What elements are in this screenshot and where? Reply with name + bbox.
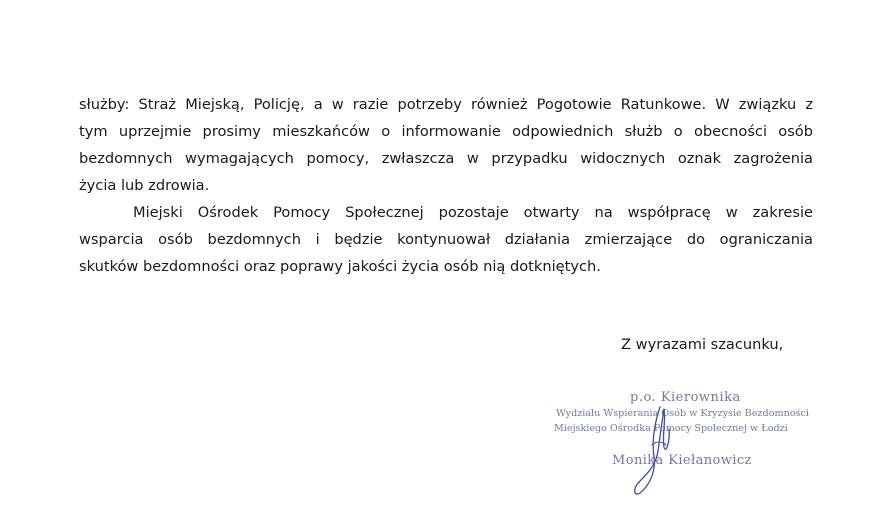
paragraph-line: służby: Straż Miejską, Policję, a w razie potrzeby również Pogotowie Ratunkowe. W związku z [79, 96, 813, 113]
paragraph-cooperation [79, 199, 813, 280]
stamp-department-line: Miejskiego Ośrodka Pomocy Społecznej w Łodzi [554, 423, 788, 434]
paragraph-line: skutków bezdomności oraz poprawy jakości życia osób nią dotkniętych. [79, 258, 601, 275]
paragraph-services [79, 91, 813, 199]
official-stamp [548, 385, 818, 495]
handwritten-signature-icon [548, 385, 818, 495]
stamp-title: p.o. Kierownika [630, 390, 741, 405]
stamp-department-line: Wydziału Wspierania Osób w Kryzysie Bezdomności [556, 408, 809, 419]
stamp-name: Monika Kiełanowicz [612, 453, 752, 468]
paragraph-line: bezdomnych wymagających pomocy, zwłaszcza w przypadku widocznych oznak zagrożenia [79, 150, 813, 167]
paragraph-line: wsparcia osób bezdomnych i będzie kontynuował działania zmierzające do ograniczania [79, 231, 813, 248]
paragraph-line: życia lub zdrowia. [79, 177, 210, 194]
closing-salutation: Z wyrazami szacunku, [621, 336, 784, 353]
paragraph-line: tym uprzejmie prosimy mieszkańców o informowanie odpowiednich służb o obecności osób [79, 123, 813, 140]
paragraph-line: Miejski Ośrodek Pomocy Społecznej pozostaje otwarty na współpracę w zakresie [133, 204, 813, 221]
